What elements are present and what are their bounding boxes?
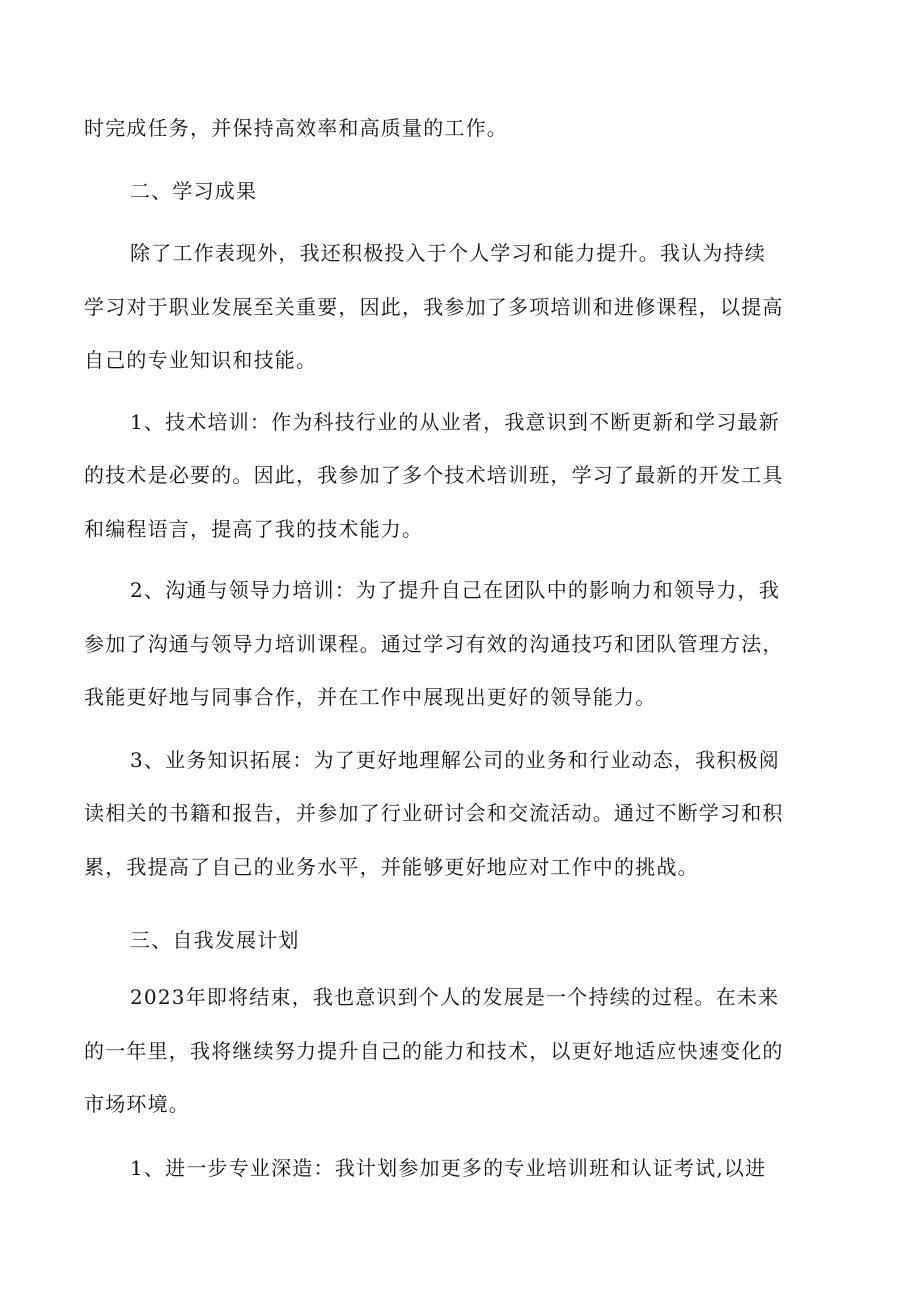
section-heading-self-development-plan: 三、自我发展计划 bbox=[130, 928, 300, 952]
paragraph-line: 参加了沟通与领导力培训课程。通过学习有效的沟通技巧和团队管理方法， bbox=[84, 632, 784, 656]
paragraph-line: 市场环境。 bbox=[84, 1092, 190, 1116]
paragraph-line: 2023年即将结束，我也意识到个人的发展是一个持续的过程。在未来 bbox=[130, 985, 780, 1009]
paragraph-line: 的技术是必要的。因此，我参加了多个技术培训班，学习了最新的开发工具 bbox=[84, 463, 784, 487]
paragraph-line: 除了工作表现外，我还积极投入于个人学习和能力提升。我认为持续 bbox=[130, 241, 766, 265]
list-item-line: 1、技术培训：作为科技行业的从业者，我意识到不断更新和学习最新 bbox=[130, 410, 780, 434]
list-item-line: 3、业务知识拓展：为了更好地理解公司的业务和行业动态，我积极阅 bbox=[130, 748, 780, 772]
paragraph-line: 学习对于职业发展至关重要，因此，我参加了多项培训和进修课程，以提高 bbox=[84, 295, 784, 319]
paragraph-line: 和编程语言，提高了我的技术能力。 bbox=[84, 517, 424, 541]
list-item-line: 1、进一步专业深造：我计划参加更多的专业培训班和认证考试,以进 bbox=[130, 1156, 767, 1180]
paragraph-line: 读相关的书籍和报告，并参加了行业研讨会和交流活动。通过不断学习和积 bbox=[84, 801, 784, 825]
section-heading-learning-results: 二、学习成果 bbox=[130, 179, 258, 203]
paragraph-line: 的一年里，我将继续努力提升自己的能力和技术，以更好地适应快速变化的 bbox=[84, 1039, 784, 1063]
paragraph-line: 我能更好地与同事合作，并在工作中展现出更好的领导能力。 bbox=[84, 685, 657, 709]
paragraph-line: 自己的专业知识和技能。 bbox=[84, 348, 318, 372]
list-item-line: 2、沟通与领导力培训：为了提升自己在团队中的影响力和领导力，我 bbox=[130, 578, 780, 602]
paragraph-line: 累，我提高了自己的业务水平，并能够更好地应对工作中的挑战。 bbox=[84, 855, 699, 879]
paragraph-line: 时完成任务，并保持高效率和高质量的工作。 bbox=[84, 116, 508, 140]
